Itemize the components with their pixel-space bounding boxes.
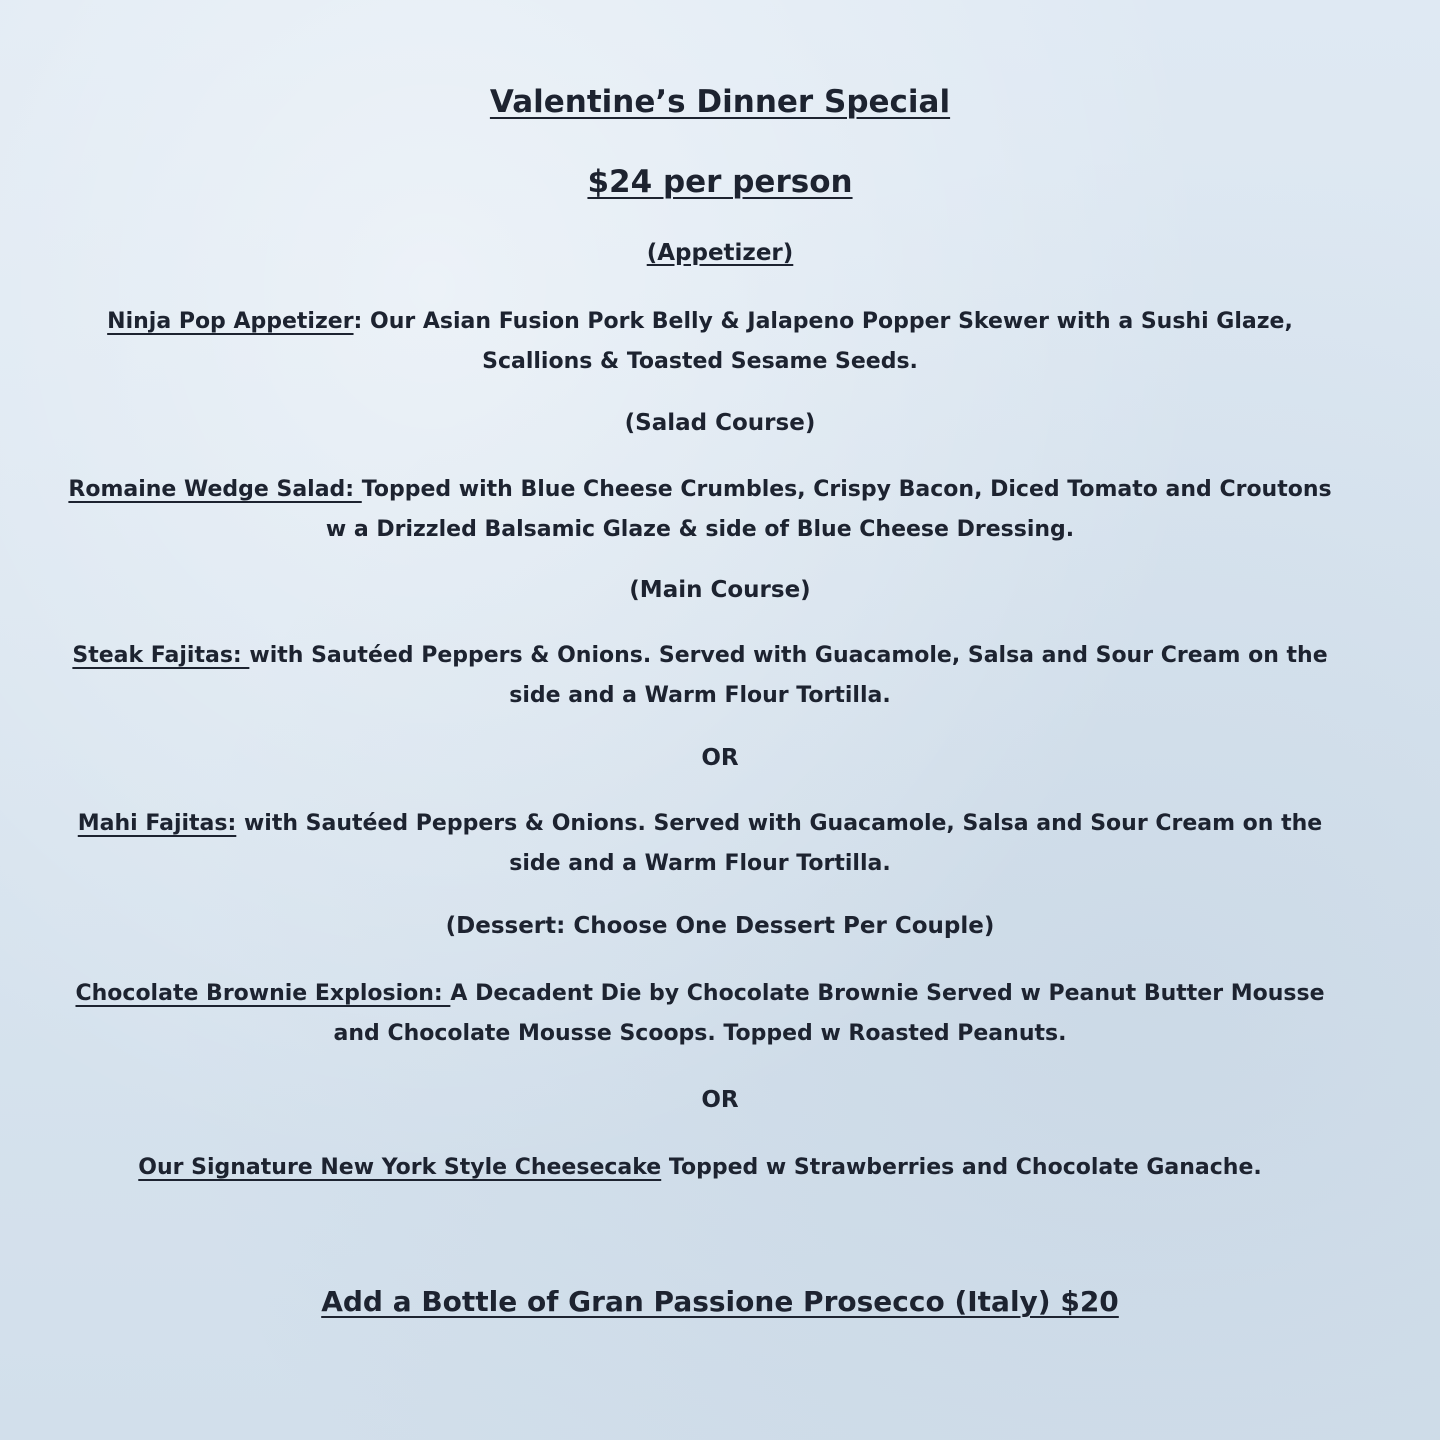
menu-item-ninja-pop [60,302,1340,382]
item-name: Chocolate Brownie Explosion: [75,981,451,1006]
menu-item-steak-fajitas [60,636,1340,716]
item-name: Ninja Pop Appetizer [107,309,354,334]
or-label: OR [701,1087,739,1113]
item-name: Romaine Wedge Salad: [68,477,362,502]
item-description: with Sautéed Peppers & Onions. Served with Guacamole, Salsa and Sour Cream on the side and a Warm Flour Tortilla. [249,643,1328,708]
menu-item-brownie-explosion [60,974,1340,1054]
item-description: Topped with Blue Cheese Crumbles, Crispy Bacon, Diced Tomato and Croutons w a Drizzled Balsamic Glaze & side of Blue Cheese Dressing. [325,477,1332,542]
item-separator [236,811,244,836]
or-label: OR [701,745,739,771]
item-description: Topped w Strawberries and Chocolate Ganache. [668,1155,1262,1180]
section-heading-main: (Main Course) [629,577,811,603]
menu-item-mahi-fajitas [60,804,1340,884]
item-name: Mahi Fajitas: [77,811,237,836]
menu-item-cheesecake [60,1148,1340,1188]
item-name: Our Signature New York Style Cheesecake [138,1155,662,1180]
menu-price: $24 per person [587,164,853,200]
item-name: Steak Fajitas: [72,643,250,668]
section-heading-salad: (Salad Course) [624,410,816,436]
item-separator [661,1155,669,1180]
section-heading-dessert: (Dessert: Choose One Dessert Per Couple) [445,913,995,939]
section-heading-appetizer: (Appetizer) [646,240,794,266]
menu-title: Valentine’s Dinner Special [489,84,951,120]
item-separator: : [353,309,371,334]
item-description: A Decadent Die by Chocolate Brownie Served w Peanut Butter Mousse and Chocolate Mousse Scoops. Topped w Roasted Peanuts. [333,981,1325,1046]
addon-prosecco: Add a Bottle of Gran Passione Prosecco (Italy) $20 [321,1285,1119,1318]
item-description: Our Asian Fusion Pork Belly & Jalapeno Popper Skewer with a Sushi Glaze, Scallions & Toasted Sesame Seeds. [370,309,1293,374]
item-description: with Sautéed Peppers & Onions. Served with Guacamole, Salsa and Sour Cream on the side and a Warm Flour Tortilla. [243,811,1323,876]
menu-item-romaine-wedge [60,470,1340,550]
